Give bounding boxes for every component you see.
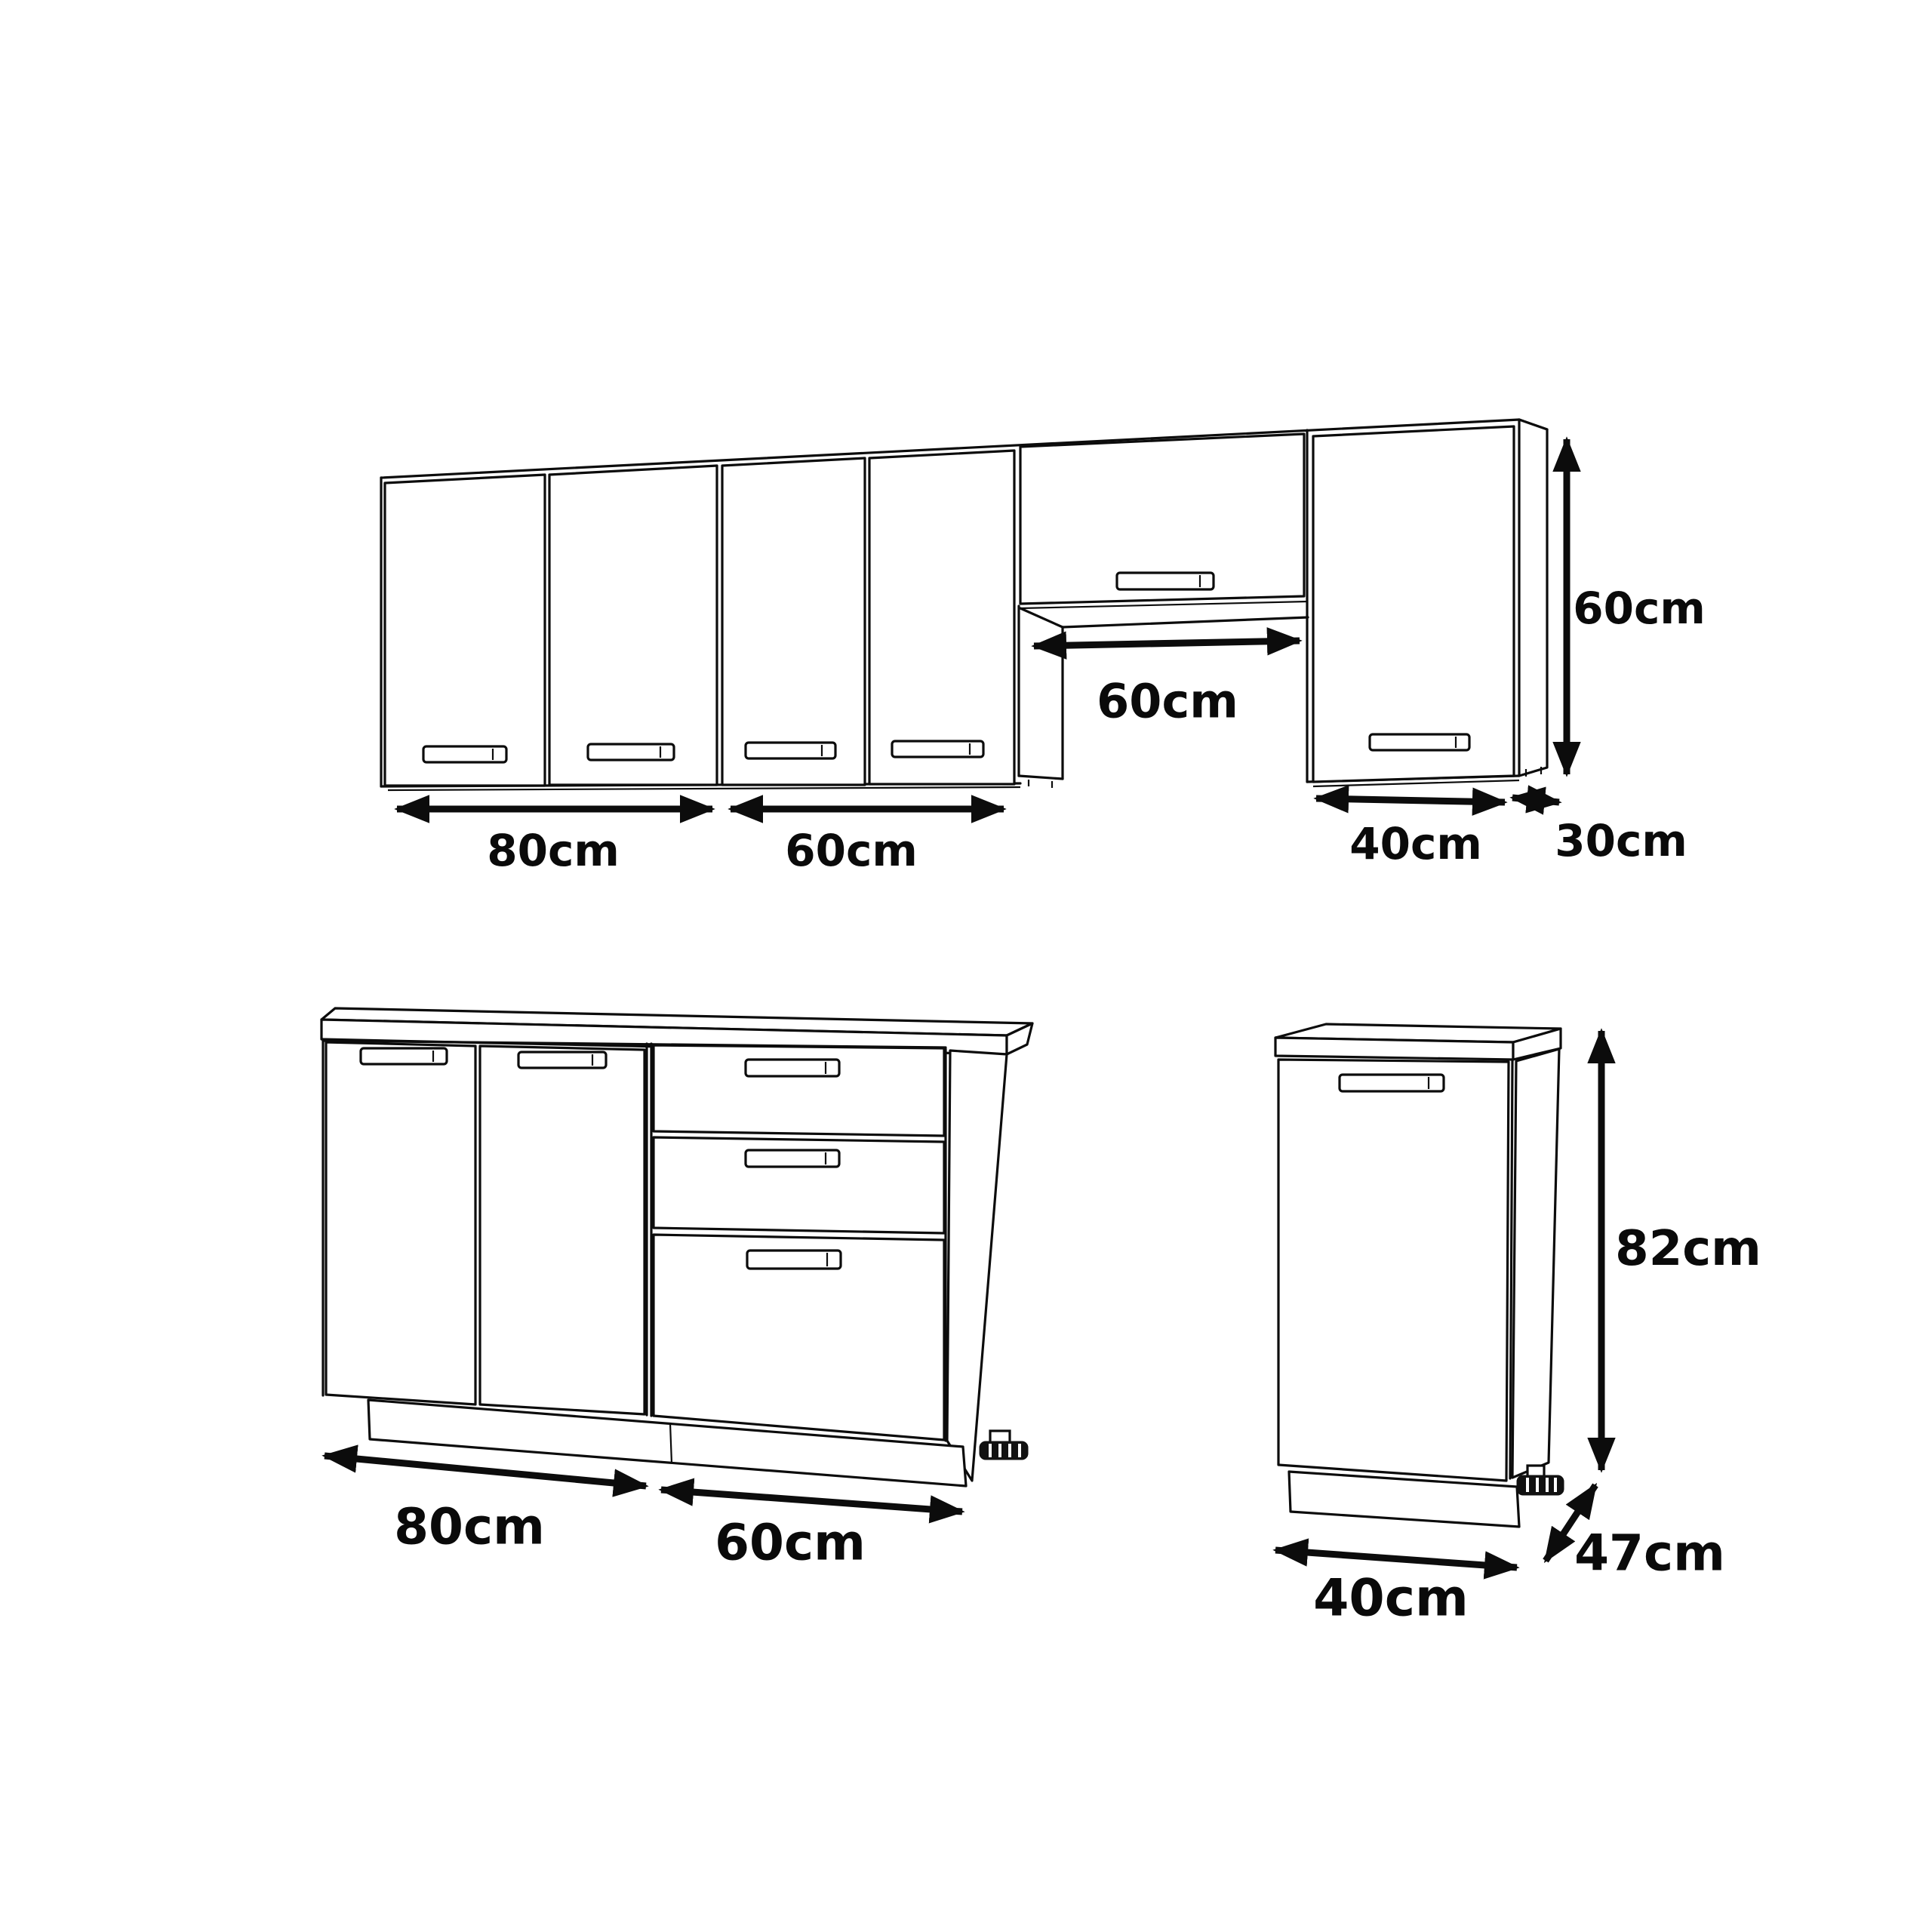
base-door-1: [326, 1042, 475, 1404]
wall-door-5: [1313, 426, 1514, 782]
wall-side-panel: [1519, 420, 1547, 776]
dim-label-niche-60: 60cm: [1097, 673, 1238, 729]
drawer-handle: [746, 1060, 839, 1076]
door-handle: [892, 741, 983, 757]
dim-label-wall-60: 60cm: [785, 825, 918, 876]
door-handle: [361, 1048, 447, 1064]
single-countertop: [1275, 1024, 1561, 1060]
dim-label-base-60: 60cm: [715, 1513, 866, 1572]
dim-label-single-47: 47cm: [1574, 1524, 1725, 1583]
base-drawers: [654, 1045, 944, 1440]
dim-label-single-82: 82cm: [1615, 1221, 1761, 1277]
door-handle: [588, 744, 674, 760]
door-handle: [1340, 1075, 1444, 1091]
single-door: [1278, 1060, 1509, 1481]
door-handle: [746, 743, 835, 758]
door-handle: [423, 746, 506, 762]
wall-40-cabinet: [1307, 420, 1547, 786]
dim-label-wall-80: 80cm: [487, 825, 620, 876]
dim-label-wall-40: 40cm: [1349, 818, 1482, 869]
dim-arrow-wall-30: [1512, 798, 1559, 802]
wall-door-3: [722, 458, 865, 785]
wall-door-4: [869, 451, 1014, 784]
dim-label-single-40: 40cm: [1313, 1568, 1469, 1629]
drawer-handle: [747, 1251, 841, 1269]
wall-door-1: [385, 475, 545, 786]
drawer-handle: [746, 1150, 839, 1167]
door-handle: [518, 1052, 606, 1068]
dim-label-wall-30: 30cm: [1555, 815, 1687, 866]
dim-label-base-80: 80cm: [394, 1497, 545, 1556]
wall-door-2: [549, 466, 717, 785]
base-door-2: [480, 1046, 645, 1414]
door-handle: [1370, 734, 1469, 750]
dim-label-wall-height-60: 60cm: [1573, 583, 1706, 634]
door-handle: [1117, 573, 1214, 589]
dim-arrow-wall-40: [1316, 798, 1505, 802]
